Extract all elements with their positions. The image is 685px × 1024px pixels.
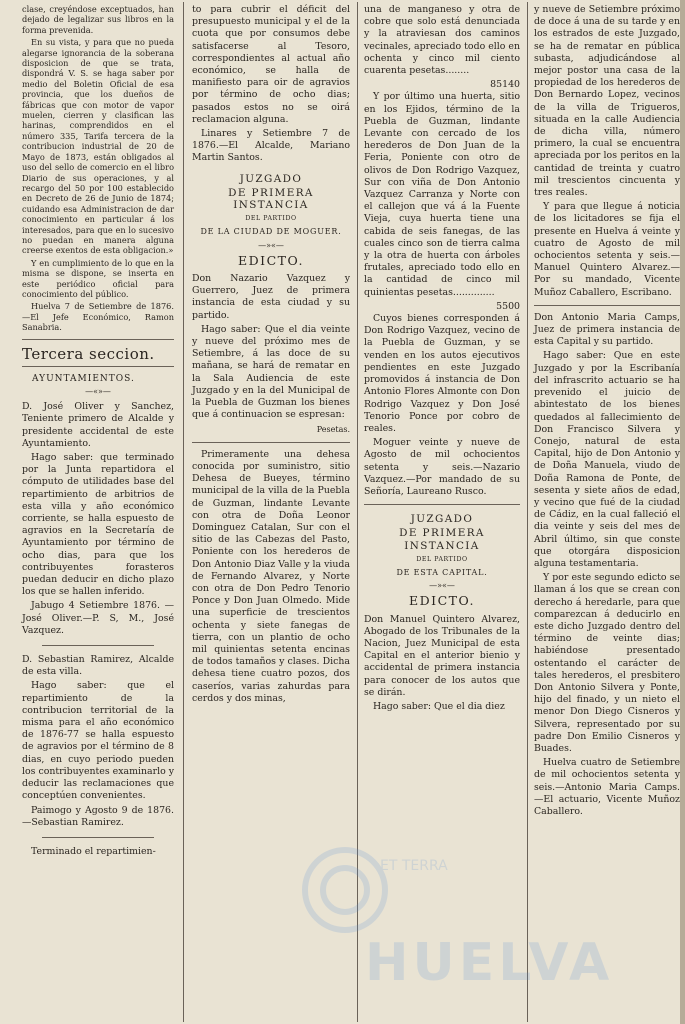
- column-rule: [183, 2, 184, 1022]
- notice-heading: JUZGADO: [410, 513, 474, 526]
- paragraph: D. José Oliver y Sanchez, Teniente primero de Alcalde y presidente accidental de este Ayuntamiento.: [22, 401, 174, 449]
- amount: 85140: [490, 79, 520, 91]
- signature: Linares y Setiembre 7 de 1876.—El Alcalde, Mariano Martin Santos.: [192, 128, 350, 164]
- notice-heading: JUZGADO: [239, 172, 303, 185]
- paragraph: Terminado el repartimien-: [31, 845, 156, 857]
- column-1: [22, 4, 174, 1016]
- divider: [192, 442, 350, 443]
- paragraph: y nueve de Setiembre próximo de doce á una de su tarde y en los estrados de este Juzgado, se ha de rematar en pública subasta, adjudicándose al mejor postor una casa de la propiedad de los herederos de Don Bernardo Lopez, vecinos de la villa de Trigueros, situada en la calle Audiencia de dicha villa, número primero, la cual se encuentra apreciada por los peritos en la cantidad de treinta y cuatro mil trescientos cincuenta y tres reales.: [534, 4, 680, 199]
- paragraph: Primeramente una dehesa conocida por suministro, sitio Dehesa de Bueyes, término municipal de la villa de la Puebla de Guzman, lindante Levante con otra de Doña Leonor Dominguez Catalan, Sur con el sitio de las Cabezas del Pasto, Poniente con los herederos de Don Antonio Diaz Valle y la viuda de Fernando Alvarez, y Norte con otra de Don Pedro Tenorio Ponce y Don Juan Olmedo. Mide una superficie de trescientos ochenta y siete fanegas de tierra, con un plantio de ocho mil quinientas setenta encinas de todos tamaños y clases. Dicha dehesa tiene cuatro pozos, dos caseríos, varias zahurdas para cerdos y dos minas,: [192, 448, 350, 704]
- paragraph: Y para que llegue á noticia de los licitadores se fija el presente en Huelva á veinte y cuatro de Agosto de mil ochocientos setenta y seis.—Manuel Quintero Alvarez.—Por su mandado, Vicente Muñoz Caballero, Escribano.: [534, 201, 680, 298]
- edicto-title: EDICTO.: [409, 593, 475, 609]
- divider: [42, 837, 154, 838]
- amount: 5500: [496, 300, 520, 312]
- paragraph: una de manganeso y otra de cobre que solo está denunciada y la atraviesan dos caminos vecinales, apreciado todo ello en ochenta y cinco mil ciento cuarenta pesetas........: [364, 4, 520, 77]
- paragraph: Hago saber: Que el dia diez: [373, 700, 505, 712]
- signature: Moguer veinte y nueve de Agosto de mil ochocientos setenta y seis.—Nazario Vazquez.—Por mandado de su Señoría, Laureano Rusco.: [364, 437, 520, 497]
- paragraph: Hago saber: que terminado por la Junta repartidora el cómputo de utilidades base del repartimiento de arbitrios de esta villa y año económico corriente, se halla espuesto de agravios en la Secretaría de Ayuntamiento por término de ocho dias, para que los contribuyentes forasteros puedan deducir en dicho plazo los que se hallen inferido.: [22, 452, 174, 598]
- paragraph: clase, creyéndose exceptuados, han dejado de legalizar sus libros en la forma prevenida.: [22, 4, 174, 35]
- divider: [534, 305, 680, 306]
- divider: [22, 339, 174, 340]
- column-rule: [357, 2, 358, 1022]
- paragraph: Don Manuel Quintero Alvarez, Abogado de los Tribunales de la Nacion, Juez Municipal de esta Capital en el anterior bienio y accidental de primera instancia para conocer de los autos que se dirán.: [364, 613, 520, 698]
- divider: [22, 366, 174, 367]
- column-3: [364, 4, 520, 1016]
- notice-heading: DE PRIMERA INSTANCIA: [399, 527, 485, 552]
- section-title: Tercera seccion.: [22, 344, 155, 363]
- signature: Huelva 7 de Setiembre de 1876. —El Jefe Económico, Ramon Sanabria.: [22, 301, 174, 333]
- watermark-text-small: ET TERRA: [380, 858, 448, 874]
- paragraph: D. Sebastian Ramirez, Alcalde de esta villa.: [22, 654, 174, 678]
- signature: Paimogo y Agosto 9 de 1876.—Sebastian Ramirez.: [22, 804, 174, 828]
- notice-subheading: DE LA CIUDAD DE MOGUER.: [200, 227, 342, 237]
- paragraph: Don Antonio Maria Camps, Juez de primera instancia de esta Capital y su partido.: [534, 311, 680, 348]
- divider: [42, 645, 154, 646]
- paragraph: Y en cumplimiento de lo que en la misma se dispone, se inserta en este periódico oficial para conocimiento del público.: [22, 257, 174, 299]
- signature: Huelva cuatro de Setiembre de mil ochocientos setenta y seis.—Antonio Maria Camps.—El actuario, Vicente Muñoz Caballero.: [534, 757, 680, 817]
- notice-subheading: DE ESTA CAPITAL.: [396, 567, 488, 577]
- edicto-title: EDICTO.: [238, 252, 304, 268]
- paragraph: Hago saber: Que el dia veinte y nueve del próximo mes de Setiembre, á las doce de su mañana, se hará de rematar en la Sala Audiencia de este Juzgado y en la del Municipal de la Puebla de Guzman los bienes que á continuacion se espresan:: [192, 323, 350, 421]
- divider: [364, 504, 520, 505]
- paragraph: to para cubrir el déficit del presupuesto municipal y el de la cuota que por consumos debe satisfacerse al Tesoro, correspondientes al actual año económico, se halla de manifiesto para oir de agravios por término de ocho dias; pasados estos no se oirá reclamacion alguna.: [192, 4, 350, 125]
- ornament: —»«—: [258, 240, 284, 250]
- paragraph: Don Nazario Vazquez y Guerrero, Juez de primera instancia de esta ciudad y su partido.: [192, 273, 350, 321]
- column-rule: [527, 2, 528, 1022]
- notice-subheading: DEL PARTIDO: [245, 215, 297, 223]
- column-4: [534, 4, 680, 1016]
- notice-heading: DE PRIMERA INSTANCIA: [228, 186, 314, 212]
- paragraph: Cuyos bienes corresponden á Don Rodrigo Vazquez, vecino de la Puebla de Guzman, y se venden en los autos ejecutivos pendientes en este Juzgado promovidos á instancia de Don Antonio Flores Almonte con Don Rodrigo Vazquez y Don José Tenorio Ponce por cobro de reales.: [364, 313, 520, 434]
- notice-subheading: DEL PARTIDO: [416, 555, 468, 563]
- paragraph: Hago saber: que el repartimiento de la contribucion territorial de la misma para el año económico de 1876-77 se halla espuesto de agravios por el término de 8 dias, en cuyo periodo pueden los contribuyentes examinarlo y deducir las reclamaciones que conceptúen convenientes.: [22, 680, 174, 802]
- watermark-text-large: HUELVA: [365, 933, 614, 993]
- signature: Jabugo 4 Setiembre 1876. —José Oliver.—P. S, M., José Vazquez.: [22, 600, 174, 636]
- column-2: [192, 4, 350, 1016]
- section-subtitle: AYUNTAMIENTOS.: [32, 373, 135, 384]
- page-edge: [680, 0, 685, 1024]
- ornament: —»«—: [429, 581, 455, 591]
- ornament: —«»—: [85, 387, 111, 396]
- pesetas-label: Pesetas.: [316, 424, 350, 434]
- paragraph: En su vista, y para que no pueda alegarse ignorancia de la soberana disposicion de que se trata, dispondrá V. S. se haga saber por medio del Boletin Oficial de esa provincia, que los dueños de fábricas que con motor de vapor muelen, cierren y clasifican las harinas, comprendidos en el número 335, Tarifa tercera de la contribucion industrial de 20 de Mayo de 1873, están obligados al uso del sello de comercio en el libro Diario de sus operaciones, y al recargo del 50 por 100 establecido en Decreto de 26 de Junio de 1874; cuidando esa Administracion de dar conocimiento en particular á los interesados, para que en lo sucesivo no puedan en manera alguna creerse exentos de esta obligacion.»: [22, 37, 174, 256]
- paragraph: Y por este segundo edicto se llaman á los que se crean con derecho á heredarle, para que comparezcan á deducirlo en este dicho Juzgado dentro del término de veinte dias; habiéndose presentado ostentando el carácter de tales herederos, el presbitero Don Antonio Silvera y Ponte, hijo del finado, y un nieto el menor Don Diego Cisneros y Silvera, representado por su padre Don Emilio Cisneros y Buades.: [534, 572, 680, 754]
- paragraph: Y por último una huerta, sitio en los Ejidos, término de la Puebla de Guzman, lindante Levante con cercado de los herederos de Don Juan de la Feria, Poniente con otro de olivos de Don Rodrigo Vazquez, Sur con viña de Don Antonio Vazquez Carranza y Norte con el callejon que vá á la Fuente Vieja, cuya huerta tiene una cabida de seis fanegas, de las cuales cinco son de tierra calma y la otra de huerta con árboles frutales, apreciado todo ello en la cantidad de cinco mil quinientas pesetas..............: [364, 91, 520, 298]
- paragraph: Hago saber: Que en este Juzgado y por la Escribanía del infrascrito actuario se ha prevenido el juicio de abintestato de los bienes quedados al fallecimiento de Don Francisco Silvera y Conejo, natural de esta Capital, hijo de Don Antonio y de Doña Manuela, viudo de Doña Ramona de Ponte, de sesenta y siete años de edad, y vecino que fué de la ciudad de Cádiz, en la cual falleció el dia veinte y seis del mes de Abril último, sin que conste que otorgára disposicion alguna testamentaria.: [534, 350, 680, 569]
